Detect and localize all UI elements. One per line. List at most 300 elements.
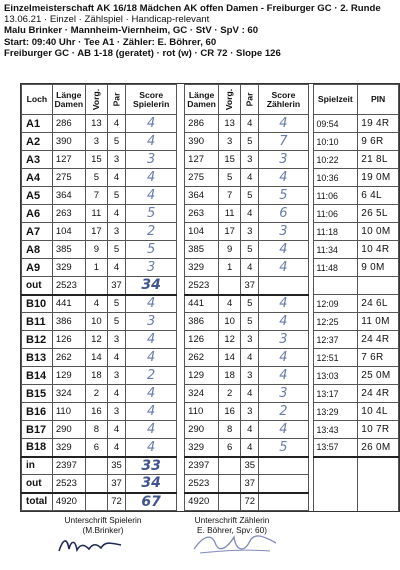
player-score-value: 3	[147, 314, 156, 329]
play-time: 13:43	[313, 421, 358, 439]
marker-sum-score	[259, 475, 308, 493]
tournament-title: Einzelmeisterschaft AK 16/18 Mädchen AK offen Damen - Freiburger GC · 2. Runde	[4, 3, 381, 14]
marker-hole-hcp: 15	[219, 151, 241, 169]
sum-hcp-blank	[85, 457, 107, 475]
marker-signature	[190, 527, 280, 559]
hole-par: 5	[108, 313, 126, 331]
player-score	[125, 169, 176, 187]
table-row	[22, 313, 399, 331]
col-header-par: Par	[110, 92, 121, 107]
player-score-value: 4	[147, 350, 156, 365]
player-score	[125, 421, 176, 439]
marker-hole-length: 324	[185, 385, 219, 403]
col-header-length-marker: Länge Damen	[185, 85, 219, 115]
sum-par: 37	[108, 475, 126, 493]
table-header-row	[22, 85, 399, 115]
hole-hcp: 9	[85, 241, 107, 259]
marker-hole-hcp: 10	[219, 313, 241, 331]
col-header-score-player: Score Spielerin	[125, 85, 176, 115]
player-score-value: 2	[147, 224, 156, 239]
player-score-value: 4	[147, 296, 156, 312]
marker-score-value: 4	[279, 260, 288, 275]
marker-score-value: 5	[279, 439, 288, 455]
table-row	[22, 259, 399, 277]
marker-score-value: 4	[279, 170, 288, 185]
hole-par: 4	[108, 421, 126, 439]
hole-number: A9	[22, 259, 53, 277]
marker-sum-par: 72	[241, 493, 259, 511]
player-score	[125, 187, 176, 205]
marker-hole-hcp: 11	[219, 205, 241, 223]
marker-hole-length: 104	[185, 223, 219, 241]
marker-score-value: 4	[279, 422, 288, 437]
pin-position: 6 4L	[358, 187, 399, 205]
player-score	[125, 115, 176, 133]
table-row	[22, 223, 399, 241]
player-signature-name: (M.Brinker)	[82, 525, 124, 535]
hole-length: 364	[52, 187, 85, 205]
marker-score	[259, 403, 308, 421]
marker-score	[259, 439, 308, 457]
player-score	[125, 331, 176, 349]
marker-score-value: 6	[279, 206, 288, 221]
sum-score-value: 67	[141, 493, 161, 510]
col-header-score-marker: Score Zählerin	[259, 85, 308, 115]
pin-position: 21 8L	[358, 151, 399, 169]
hole-length: 385	[52, 241, 85, 259]
marker-sum-score	[259, 457, 308, 475]
marker-hole-par: 5	[241, 241, 259, 259]
col-header-hcp-marker: Vorg.	[224, 88, 235, 111]
player-score-value: 4	[147, 386, 156, 401]
sum-score-value: 34	[141, 475, 161, 492]
marker-hole-length: 364	[185, 187, 219, 205]
hole-hcp: 2	[85, 385, 107, 403]
hole-length: 104	[52, 223, 85, 241]
marker-hole-length: 129	[185, 367, 219, 385]
sum-hcp-blank	[85, 277, 107, 295]
player-score	[125, 133, 176, 151]
marker-score	[259, 205, 308, 223]
pin-position: 24 6L	[358, 295, 399, 313]
marker-sum-length: 2397	[185, 457, 219, 475]
marker-score-value: 3	[279, 386, 288, 401]
scorecard-header	[4, 3, 396, 59]
marker-hole-par: 3	[241, 367, 259, 385]
scorecard-table	[20, 83, 400, 512]
sum-length: 2397	[52, 457, 85, 475]
hole-length: 386	[52, 313, 85, 331]
player-score	[125, 367, 176, 385]
marker-score	[259, 331, 308, 349]
player-info: Malu Brinker · Mannheim-Viernheim, GC · StV · SpV : 60	[4, 25, 259, 37]
sum-length: 2523	[52, 475, 85, 493]
marker-hole-par: 4	[241, 439, 259, 457]
pin-position: 10 4R	[358, 241, 399, 259]
marker-hole-par: 3	[241, 151, 259, 169]
player-score	[125, 439, 176, 457]
marker-hole-length: 329	[185, 439, 219, 457]
player-score-value: 2	[147, 368, 156, 383]
pin-position: 7 6R	[358, 349, 399, 367]
hole-par: 4	[108, 349, 126, 367]
marker-hole-par: 5	[241, 313, 259, 331]
table-row	[22, 241, 399, 259]
marker-score	[259, 313, 308, 331]
hole-par: 3	[108, 403, 126, 421]
marker-hole-par: 4	[241, 115, 259, 133]
sum-label: out	[22, 475, 53, 493]
marker-hole-hcp: 7	[219, 187, 241, 205]
play-time: 12:51	[313, 349, 358, 367]
hole-hcp: 11	[85, 205, 107, 223]
marker-hole-hcp: 5	[219, 169, 241, 187]
marker-score	[259, 259, 308, 277]
marker-score-value: 5	[279, 188, 288, 203]
marker-score	[259, 187, 308, 205]
col-header-loch: Loch	[22, 85, 53, 115]
pin-position: 10 0M	[358, 223, 399, 241]
marker-score	[259, 385, 308, 403]
table-row	[22, 367, 399, 385]
marker-hole-length: 286	[185, 115, 219, 133]
player-score	[125, 259, 176, 277]
marker-sum-length: 4920	[185, 493, 219, 511]
marker-score	[259, 241, 308, 259]
hole-number: A8	[22, 241, 53, 259]
hole-number: A4	[22, 169, 53, 187]
hole-par: 3	[108, 331, 126, 349]
hole-hcp: 5	[85, 169, 107, 187]
hole-length: 290	[52, 421, 85, 439]
table-row	[22, 385, 399, 403]
player-score-value: 3	[147, 260, 156, 275]
hole-par: 4	[108, 439, 126, 457]
marker-hole-par: 4	[241, 205, 259, 223]
hole-length: 286	[52, 115, 85, 133]
player-score	[125, 349, 176, 367]
start-info: Start: 09:40 Uhr · Tee A1 · Zähler: E. Böhrer, 60	[4, 36, 217, 48]
table-row	[22, 421, 399, 439]
player-score-value: 4	[147, 170, 156, 185]
player-score-value: 4	[147, 188, 156, 203]
marker-sum-par: 37	[241, 277, 259, 295]
marker-hole-par: 3	[241, 403, 259, 421]
sum-par: 35	[108, 457, 126, 475]
marker-hole-par: 4	[241, 169, 259, 187]
hole-length: 263	[52, 205, 85, 223]
play-time: 11:34	[313, 241, 358, 259]
hole-length: 262	[52, 349, 85, 367]
hole-length: 329	[52, 259, 85, 277]
marker-score	[259, 421, 308, 439]
sum-score	[125, 457, 176, 475]
hole-hcp: 16	[85, 403, 107, 421]
marker-hole-length: 263	[185, 205, 219, 223]
hole-length: 127	[52, 151, 85, 169]
table-row	[22, 169, 399, 187]
hole-number: B12	[22, 331, 53, 349]
sum-row	[22, 457, 399, 475]
marker-hole-par: 5	[241, 187, 259, 205]
marker-score	[259, 367, 308, 385]
col-header-pin: PIN	[358, 85, 399, 115]
sum-label: total	[22, 493, 53, 511]
marker-hole-length: 110	[185, 403, 219, 421]
col-header-par-marker: Par	[244, 92, 255, 107]
play-time: 13:29	[313, 403, 358, 421]
player-score-value: 5	[147, 242, 156, 257]
sum-row	[22, 475, 399, 493]
player-score	[125, 205, 176, 223]
pin-position: 9 0M	[358, 259, 399, 277]
play-time: 10:36	[313, 169, 358, 187]
hole-hcp: 1	[85, 259, 107, 277]
marker-sum-length: 2523	[185, 277, 219, 295]
marker-sum-hcp-blank	[219, 457, 241, 475]
marker-sum-par: 37	[241, 475, 259, 493]
marker-sum-hcp-blank	[219, 493, 241, 511]
player-score	[125, 241, 176, 259]
marker-hole-length: 262	[185, 349, 219, 367]
marker-sum-length: 2523	[185, 475, 219, 493]
hole-par: 3	[108, 223, 126, 241]
hole-hcp: 6	[85, 439, 107, 457]
hole-hcp: 7	[85, 187, 107, 205]
table-row	[22, 403, 399, 421]
marker-score	[259, 115, 308, 133]
hole-hcp: 15	[85, 151, 107, 169]
marker-hole-hcp: 2	[219, 385, 241, 403]
marker-score-value: 4	[279, 242, 288, 257]
marker-hole-hcp: 16	[219, 403, 241, 421]
hole-length: 329	[52, 439, 85, 457]
course-info: Freiburger GC · AB 1-18 (geratet) · rot (w) · CR 72 · Slope 126	[4, 47, 281, 59]
hole-par: 3	[108, 151, 126, 169]
marker-hole-hcp: 13	[219, 115, 241, 133]
sum-hcp-blank	[85, 493, 107, 511]
hole-hcp: 18	[85, 367, 107, 385]
marker-hole-length: 126	[185, 331, 219, 349]
marker-sum-score	[259, 493, 308, 511]
marker-hole-par: 4	[241, 385, 259, 403]
table-row	[22, 295, 399, 313]
marker-score	[259, 295, 308, 313]
event-details: 13.06.21 · Einzel · Zählspiel · Handicap-relevant	[4, 14, 210, 26]
hole-hcp: 4	[85, 295, 107, 313]
marker-sum-par: 35	[241, 457, 259, 475]
marker-score-value: 3	[279, 332, 288, 347]
hole-par: 4	[108, 259, 126, 277]
sum-score-value: 34	[141, 277, 161, 294]
marker-score-value: 4	[279, 296, 288, 312]
marker-score	[259, 133, 308, 151]
marker-score-value: 4	[279, 116, 288, 131]
hole-hcp: 3	[85, 133, 107, 151]
player-score-value: 4	[147, 422, 156, 437]
hole-hcp: 14	[85, 349, 107, 367]
hole-par: 4	[108, 115, 126, 133]
table-row	[22, 151, 399, 169]
player-signature-label: Unterschrift Spielerin	[64, 515, 142, 525]
hole-hcp: 13	[85, 115, 107, 133]
hole-length: 324	[52, 385, 85, 403]
hole-par: 4	[108, 385, 126, 403]
player-score-value: 3	[147, 152, 156, 167]
hole-number: B17	[22, 421, 53, 439]
marker-hole-length: 386	[185, 313, 219, 331]
hole-par: 4	[108, 205, 126, 223]
hole-hcp: 17	[85, 223, 107, 241]
marker-hole-length: 127	[185, 151, 219, 169]
play-time: 10:22	[313, 151, 358, 169]
hole-hcp: 12	[85, 331, 107, 349]
col-header-playtime: Spielzeit	[313, 85, 358, 115]
marker-hole-par: 5	[241, 295, 259, 313]
marker-sum-hcp-blank	[219, 277, 241, 295]
marker-hole-par: 3	[241, 331, 259, 349]
player-score-value: 5	[147, 206, 156, 221]
pin-position: 9 6R	[358, 133, 399, 151]
table-row	[22, 115, 399, 133]
marker-hole-hcp: 3	[219, 133, 241, 151]
player-signature	[55, 533, 125, 557]
marker-hole-par: 4	[241, 259, 259, 277]
sum-row	[22, 277, 399, 295]
hole-length: 275	[52, 169, 85, 187]
sum-par: 72	[108, 493, 126, 511]
marker-hole-length: 385	[185, 241, 219, 259]
player-score	[125, 295, 176, 313]
marker-score	[259, 169, 308, 187]
marker-hole-length: 290	[185, 421, 219, 439]
marker-hole-par: 4	[241, 349, 259, 367]
play-time: 10:10	[313, 133, 358, 151]
pin-position: 10 7R	[358, 421, 399, 439]
marker-hole-hcp: 14	[219, 349, 241, 367]
pin-position: 24 4R	[358, 331, 399, 349]
marker-hole-length: 441	[185, 295, 219, 313]
hole-number: A7	[22, 223, 53, 241]
pin-position: 19 4R	[358, 115, 399, 133]
play-time: 12:09	[313, 295, 358, 313]
play-time: 11:06	[313, 205, 358, 223]
marker-sum-hcp-blank	[219, 475, 241, 493]
sum-label: in	[22, 457, 53, 475]
marker-signature-name: E. Böhrer, Spv: 60)	[196, 525, 268, 535]
hole-par: 4	[108, 169, 126, 187]
col-header-length: Länge Damen	[52, 85, 85, 115]
hole-par: 5	[108, 241, 126, 259]
marker-hole-length: 275	[185, 169, 219, 187]
table-row	[22, 349, 399, 367]
hole-par: 5	[108, 187, 126, 205]
sum-length: 2523	[52, 277, 85, 295]
play-time: 09:54	[313, 115, 358, 133]
marker-score-value: 4	[279, 314, 288, 329]
player-score	[125, 223, 176, 241]
marker-sum-score	[259, 277, 308, 295]
pin-position: 11 0M	[358, 313, 399, 331]
hole-par: 3	[108, 367, 126, 385]
sum-row	[22, 493, 399, 511]
hole-number: A3	[22, 151, 53, 169]
hole-number: A1	[22, 115, 53, 133]
play-time: 13:03	[313, 367, 358, 385]
marker-hole-hcp: 4	[219, 295, 241, 313]
hole-hcp: 8	[85, 421, 107, 439]
pin-position: 26 0M	[358, 439, 399, 457]
hole-length: 110	[52, 403, 85, 421]
player-score	[125, 313, 176, 331]
marker-hole-hcp: 8	[219, 421, 241, 439]
player-score-value: 4	[147, 439, 156, 455]
marker-hole-hcp: 18	[219, 367, 241, 385]
pin-position: 26 5L	[358, 205, 399, 223]
player-score-value: 4	[147, 116, 156, 131]
table-row	[22, 133, 399, 151]
hole-par: 5	[108, 295, 126, 313]
hole-par: 5	[108, 133, 126, 151]
pin-position: 24 4R	[358, 385, 399, 403]
hole-number: B13	[22, 349, 53, 367]
table-row	[22, 187, 399, 205]
marker-hole-par: 5	[241, 133, 259, 151]
player-score-value: 4	[147, 332, 156, 347]
play-time: 12:25	[313, 313, 358, 331]
marker-score	[259, 151, 308, 169]
marker-score-value: 3	[279, 224, 288, 239]
sum-score	[125, 493, 176, 511]
play-time: 11:48	[313, 259, 358, 277]
hole-number: B16	[22, 403, 53, 421]
sum-score-value: 33	[141, 457, 161, 474]
marker-score-value: 2	[279, 404, 288, 419]
marker-hole-hcp: 6	[219, 439, 241, 457]
marker-score	[259, 223, 308, 241]
hole-length: 126	[52, 331, 85, 349]
hole-length: 390	[52, 133, 85, 151]
hole-length: 129	[52, 367, 85, 385]
play-time: 13:57	[313, 439, 358, 457]
table-row	[22, 439, 399, 457]
sum-label: out	[22, 277, 53, 295]
sum-hcp-blank	[85, 475, 107, 493]
play-time: 13:17	[313, 385, 358, 403]
player-signature-block	[38, 515, 168, 535]
marker-hole-length: 390	[185, 133, 219, 151]
player-score	[125, 385, 176, 403]
table-row	[22, 331, 399, 349]
marker-score-value: 7	[279, 134, 288, 149]
hole-number: B15	[22, 385, 53, 403]
hole-hcp: 10	[85, 313, 107, 331]
hole-number: B18	[22, 439, 53, 457]
play-time: 12:37	[313, 331, 358, 349]
hole-number: A5	[22, 187, 53, 205]
play-time: 11:18	[313, 223, 358, 241]
sum-score	[125, 475, 176, 493]
table-row	[22, 205, 399, 223]
player-score-value: 4	[147, 404, 156, 419]
marker-hole-hcp: 9	[219, 241, 241, 259]
player-score	[125, 151, 176, 169]
hole-number: B14	[22, 367, 53, 385]
pin-position: 25 0M	[358, 367, 399, 385]
sum-par: 37	[108, 277, 126, 295]
pin-position: 10 4L	[358, 403, 399, 421]
marker-hole-hcp: 17	[219, 223, 241, 241]
